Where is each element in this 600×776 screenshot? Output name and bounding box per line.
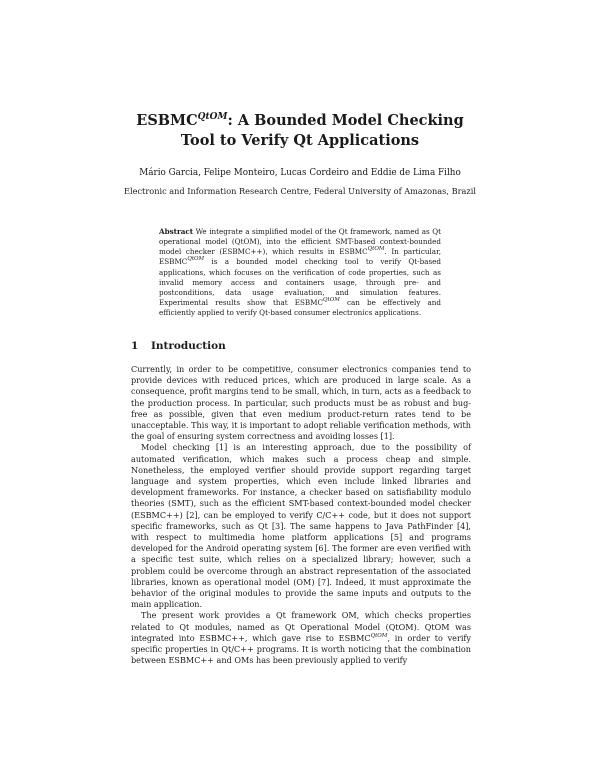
- paragraph-3-text-1: The present work provides a Qt framework OM, which checks properties related to Qt modules, named as Qt Operational Model (QtOM). QtOM was integrated into ESBMC++, which gave rise to ESBMC: [131, 610, 471, 643]
- abstract-text-4: can be effectively and efficiently applied to verify Qt-based consumer electronics applications.: [159, 298, 441, 318]
- abstract-sup-3: QtOM: [323, 297, 340, 304]
- title-prefix: ESBMC: [136, 112, 198, 129]
- paper-title: [0, 111, 600, 151]
- paragraph-3-sup: QtOM: [370, 632, 388, 639]
- author-list: Mário Garcia, Felipe Monteiro, Lucas Cordeiro and Eddie de Lima Filho: [139, 168, 461, 178]
- section-title: Introduction: [151, 340, 226, 352]
- section-heading: [131, 339, 471, 353]
- paragraph-3: [131, 610, 471, 666]
- affiliation: Electronic and Information Research Centre, Federal University of Amazonas, Brazil: [124, 186, 476, 196]
- abstract-label: Abstract: [159, 227, 194, 236]
- abstract-text-1: We integrate a simplified model of the Qt framework, named as Qt operational model (QtOM), into the efficient SMT-based context-bounded model checker (ESBMC++), which results in ESBMC: [159, 227, 441, 257]
- section-number: 1: [131, 340, 139, 352]
- abstract: [159, 227, 441, 318]
- paragraph-1: Currently, in order to be competitive, consumer electronics companies tend to provide devices with reduced prices, which are produced in large scale. As a consequence, profit margins tend to be small, which, in turn, acts as a feedback to the production process. In particular, such products must be as robust and bug-free as possible, given that even medium product-return rates tend to be unacceptable. This way, it is important to adopt reliable verification methods, with the goal of ensuring system correctness and avoiding losses [1].: [131, 364, 471, 442]
- abstract-text-3: is a bounded model checking tool to verify Qt-based applications, which focuses on the verification of code properties, such as invalid memory access and containers usage, through pre- and postconditions, data usage evaluation, and simulation features. Experimental results show that ESBMC: [159, 257, 441, 308]
- title-line-2: Tool to Verify Qt Applications: [180, 132, 420, 149]
- title-suffix: : A Bounded Model Checking: [227, 112, 464, 129]
- abstract-sup-2: QtOM: [187, 256, 205, 263]
- paragraph-3-text-2: , in order to verify specific properties in Qt/C++ programs. It is worth noticing that the combination between ESBMC++ and OMs has been previously applied to verify: [131, 632, 471, 666]
- paragraph-2: Model checking [1] is an interesting approach, due to the possibility of automated verification, which makes such a process cheap and simple. Nonetheless, the employed verifier should provide support regarding target language and system properties, which even include linked libraries and development frameworks. For instance, a checker based on satisfiability modulo theories (SMT), such as the efficient SMT-based context-bounded model checker (ESBMC++) [2], can be employed to verify C/C++ code, but it does not support specific frameworks, such as Qt [3]. The same happens to Java PathFinder [4], with respect to multimedia home platform applications [5] and programs developed for the Android operating system [6]. The former are even verified with a specific test suite, which relies on a specialized library; however, such a problem could be overcome through an abstract representation of the associated libraries, known as operational model (OM) [7]. Indeed, it must approximate the behavior of the original modules to provide the same inputs and outputs to the main application.: [131, 442, 471, 610]
- abstract-text-2: . In particular, ESBMC: [159, 247, 442, 267]
- title-superscript: QtOM: [197, 112, 228, 122]
- body-text: [131, 364, 471, 666]
- abstract-sup-1: QtOM: [367, 246, 385, 253]
